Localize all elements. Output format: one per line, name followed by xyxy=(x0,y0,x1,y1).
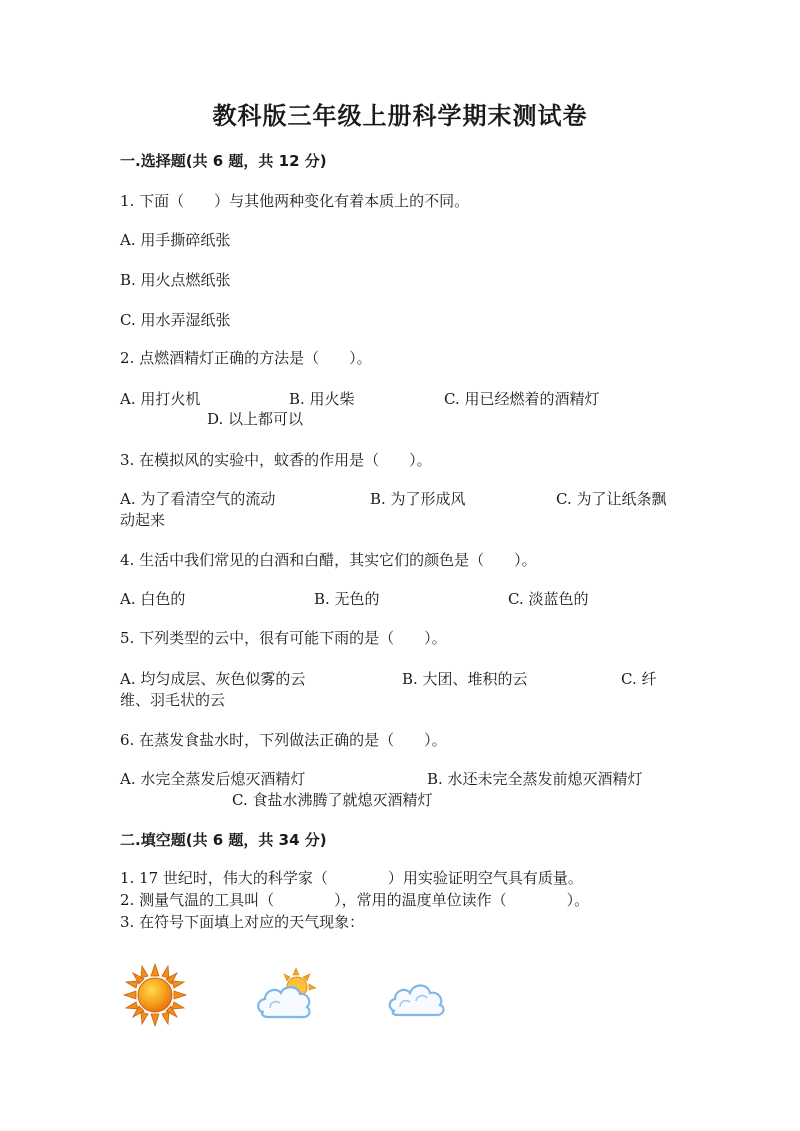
question-5-option-a: A. 均匀成层、灰色似雾的云 xyxy=(120,670,306,688)
question-3-option-a: A. 为了看清空气的流动 xyxy=(120,490,276,508)
question-1-text: 1. 下面（ ）与其他两种变化有着本质上的不同。 xyxy=(120,192,470,210)
question-6-option-c: C. 食盐水沸腾了就熄灭酒精灯 xyxy=(232,791,433,809)
question-5-option-c-continued: 维、羽毛状的云 xyxy=(120,691,226,709)
question-5-option-c: C. 纤 xyxy=(621,670,657,688)
question-2-option-c: C. 用已经燃着的酒精灯 xyxy=(444,390,600,408)
question-3-option-c-continued: 动起来 xyxy=(120,511,166,529)
cloud-icon xyxy=(386,975,450,1019)
question-4-option-c: C. 淡蓝色的 xyxy=(508,590,589,608)
question-4-option-a: A. 白色的 xyxy=(120,590,186,608)
sun-behind-cloud-icon xyxy=(254,966,320,1022)
question-3-text: 3. 在模拟风的实验中，蚊香的作用是（ ）。 xyxy=(120,451,432,469)
question-5-text: 5. 下列类型的云中，很有可能下雨的是（ ）。 xyxy=(120,629,447,647)
fill-question-3: 3. 在符号下面填上对应的天气现象： xyxy=(120,913,365,931)
fill-question-1: 1. 17 世纪时，伟大的科学家（ ）用实验证明空气具有质量。 xyxy=(120,869,583,887)
question-4-option-b: B. 无色的 xyxy=(314,590,380,608)
question-1-option-c: C. 用水弄湿纸张 xyxy=(120,311,231,329)
fill-question-2: 2. 测量气温的工具叫（ ），常用的温度单位读作（ ）。 xyxy=(120,891,590,909)
question-2-text: 2. 点燃酒精灯正确的方法是（ ）。 xyxy=(120,349,372,367)
question-4-text: 4. 生活中我们常见的白酒和白醋，其实它们的颜色是（ ）。 xyxy=(120,551,537,569)
question-6-option-a: A. 水完全蒸发后熄灭酒精灯 xyxy=(120,770,306,788)
question-1-option-a: A. 用手撕碎纸张 xyxy=(120,231,231,249)
question-2-option-d: D. 以上都可以 xyxy=(207,410,304,428)
question-5-option-b: B. 大团、堆积的云 xyxy=(402,670,528,688)
question-3-option-b: B. 为了形成风 xyxy=(370,490,466,508)
question-1-option-b: B. 用火点燃纸张 xyxy=(120,271,231,289)
question-6-option-b: B. 水还未完全蒸发前熄灭酒精灯 xyxy=(427,770,643,788)
section-heading-choice: 一.选择题(共 6 题，共 12 分) xyxy=(120,152,327,170)
question-2-option-a: A. 用打火机 xyxy=(120,390,201,408)
section-heading-fill-in: 二.填空题(共 6 题，共 34 分) xyxy=(120,831,327,849)
question-3-option-c: C. 为了让纸条飘 xyxy=(556,490,667,508)
page-title: 教科版三年级上册科学期末测试卷 xyxy=(212,101,588,130)
question-2-option-b: B. 用火柴 xyxy=(289,390,355,408)
sun-icon xyxy=(122,962,188,1028)
question-6-text: 6. 在蒸发食盐水时，下列做法正确的是（ ）。 xyxy=(120,731,447,749)
